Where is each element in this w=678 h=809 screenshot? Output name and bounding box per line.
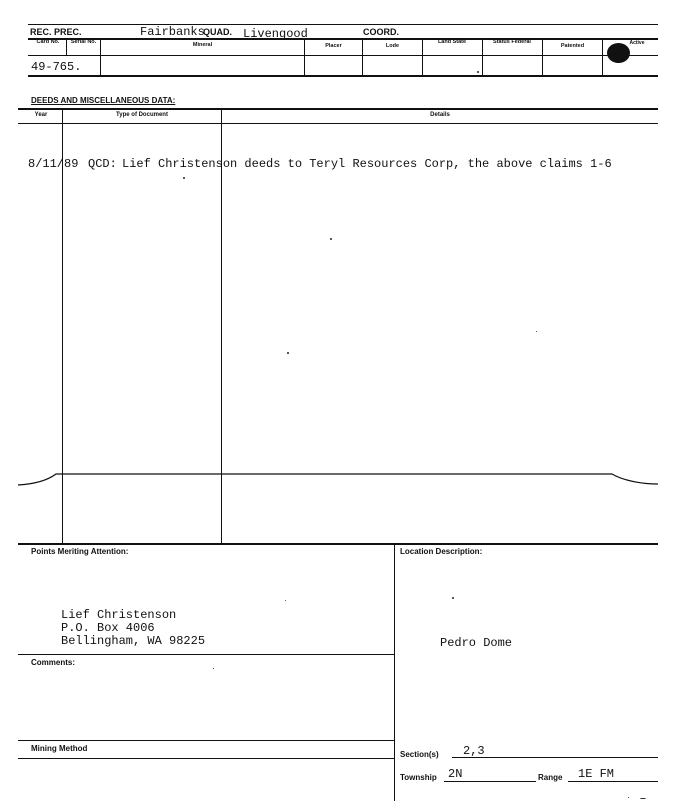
col-details: Details: [430, 112, 450, 118]
location-value: Pedro Dome: [440, 636, 513, 650]
col-year: Year: [34, 112, 48, 118]
township-value: 2N: [448, 767, 463, 781]
quad-label: QUAD.: [203, 27, 232, 37]
col-patented: Patented: [560, 43, 585, 49]
deed-details: Lief Christenson deeds to Teryl Resources Corp, the above claims 1-6: [122, 157, 612, 171]
col-card-no: Card No.: [36, 39, 60, 45]
township-label: Township: [400, 773, 437, 782]
section-value: 2,3: [463, 744, 485, 758]
section-label: Section(s): [400, 750, 439, 759]
location-label: Location Description:: [400, 547, 483, 556]
quad-value-secondary: Livengood: [243, 27, 308, 41]
col-placer: Placer: [325, 43, 342, 49]
address-line-1: Lief Christenson: [61, 608, 177, 622]
col-land-state: Land State: [437, 39, 467, 45]
deeds-title: DEEDS AND MISCELLANEOUS DATA:: [31, 96, 176, 105]
col-type-of-document: Type of Document: [116, 112, 168, 118]
deed-year: 8/11/89: [28, 157, 79, 171]
fold-line: [0, 462, 678, 492]
deed-type: QCD:: [88, 157, 117, 171]
mining-method-label: Mining Method: [31, 744, 88, 753]
rec-prec-label: REC. PREC.: [30, 27, 82, 37]
coord-label: COORD.: [363, 27, 399, 37]
active-marker-icon: [607, 43, 630, 63]
range-value: 1E FM: [578, 767, 615, 781]
address-line-3: Bellingham, WA 98225: [61, 634, 206, 648]
col-mineral: Mineral: [192, 42, 213, 48]
quad-value: Fairbanks: [140, 25, 205, 39]
col-status-federal: Status Federal: [493, 39, 531, 45]
col-serial-no: Serial No.: [70, 39, 97, 45]
col-lode: Lode: [385, 43, 400, 49]
address-line-2: P.O. Box 4006: [61, 621, 155, 635]
points-label: Points Meriting Attention:: [31, 547, 129, 556]
range-label: Range: [538, 773, 563, 782]
col-active: Active: [629, 40, 645, 46]
comments-label: Comments:: [31, 658, 76, 667]
card-no-value: 49-765.: [31, 60, 82, 74]
